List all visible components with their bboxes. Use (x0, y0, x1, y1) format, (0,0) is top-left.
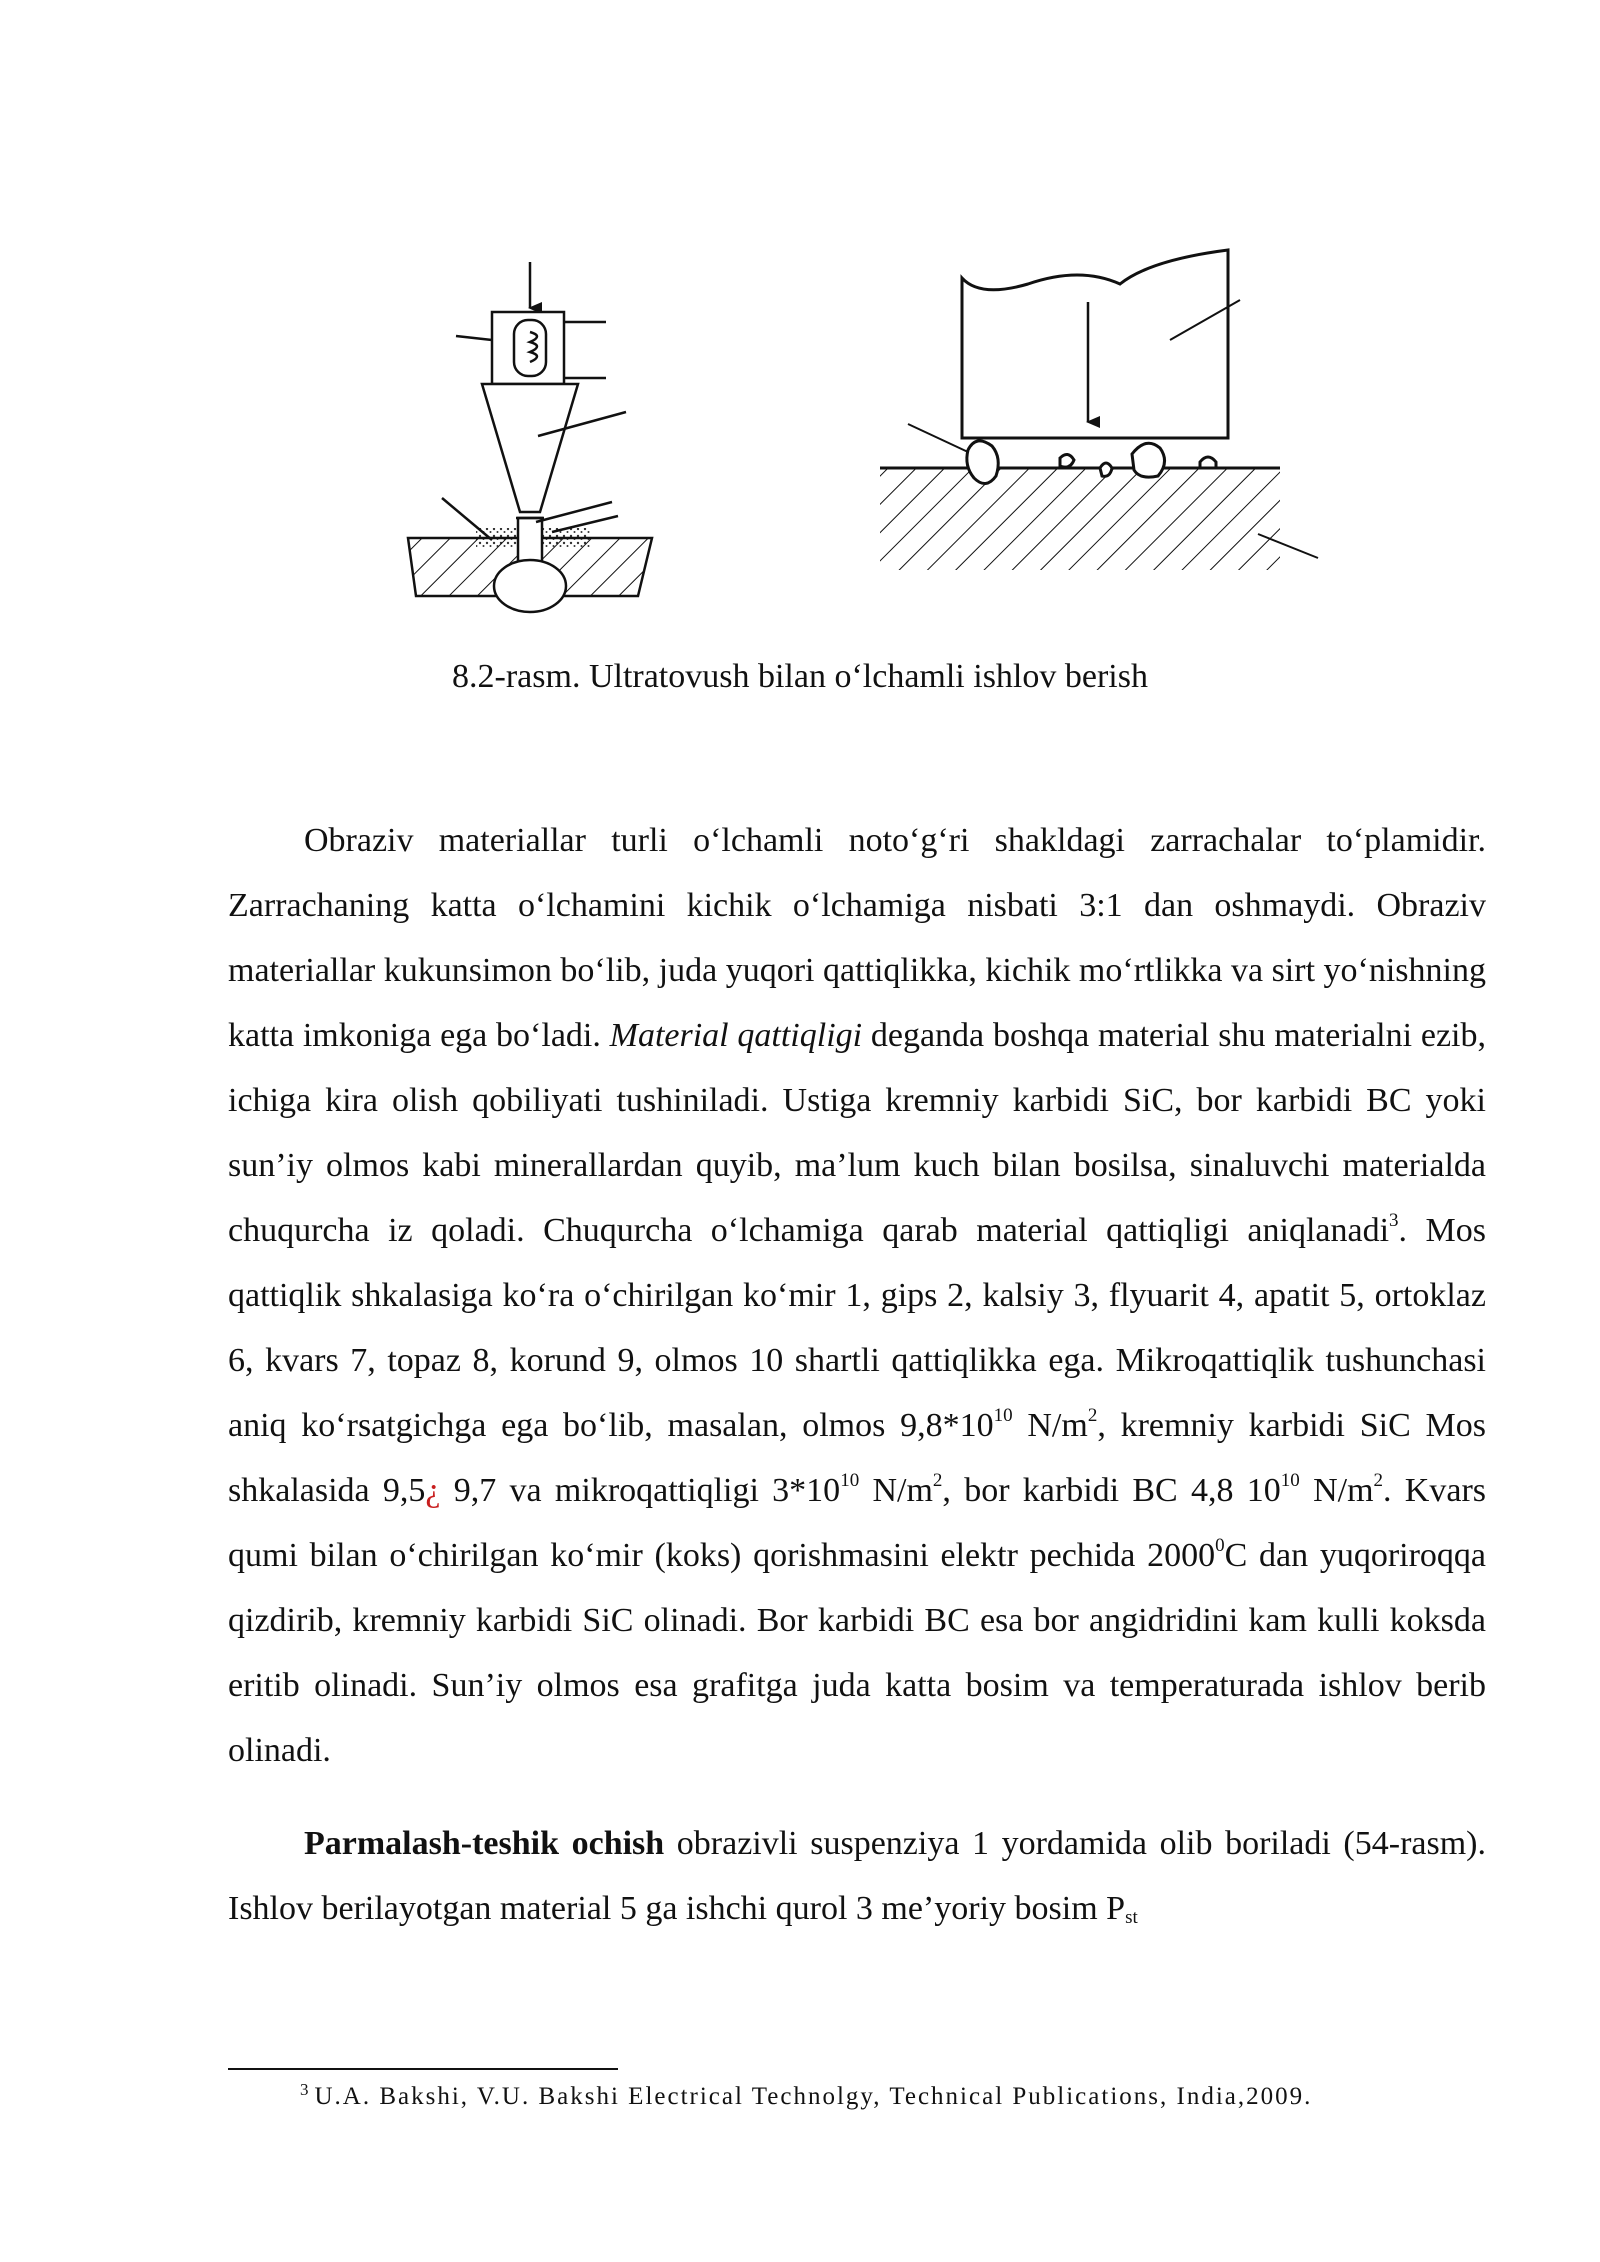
concentrator-horn (482, 384, 578, 512)
degree-superscript: 0 (1215, 1535, 1225, 1556)
exponent: 2 (1087, 1405, 1098, 1426)
paragraph-1-text: , bor karbidi BC 4,8 10 (942, 1472, 1281, 1509)
body-text (228, 808, 1486, 1941)
abrasive-grain-5 (1200, 457, 1216, 468)
exponent: 10 (993, 1405, 1013, 1426)
term-material-hardness: Material qattiqligi (609, 1017, 863, 1054)
tool-section (962, 250, 1228, 438)
exponent: 2 (1373, 1470, 1384, 1491)
paragraph-1-text: Obraziv materiallar turli o‘lchamli noto‘g‘ri shakldagi zarrachalar to‘plamidir. Zarrachaning katta o‘lchamini kichik o‘lchamiga nisbati 3:1 dan oshmaydi. Obraziv materiallar kukunsimon bo‘lib, juda yuqori qattiqlikka, kichik mo‘rtlikka va sirt yo‘nishning katta imkoniga ega bo‘ladi. (228, 822, 1486, 1054)
left-diagram-ultrasonic-tool (408, 262, 652, 612)
paragraph-1-text: N/m (1299, 1472, 1374, 1509)
paragraph-1-text: , kremniy karbidi SiC Mos shkalasida 9,5 (228, 1407, 1487, 1509)
footnote-mark: 3 (300, 2080, 311, 2099)
exponent: 10 (1280, 1470, 1300, 1491)
footnote (300, 2080, 1312, 2114)
ultrasonic-machining-figure (380, 240, 1340, 630)
paragraph-1 (228, 808, 1486, 1783)
term-drilling: Parmalash-teshik ochish (304, 1825, 665, 1862)
footnote-separator (228, 2068, 618, 2070)
subscript: st (1125, 1907, 1138, 1928)
paragraph-2-text: obrazivli suspenziya 1 yordamida olib boriladi (54-rasm). Ishlov berilayotgan material 5 ga ishchi qurol 3 me’yoriy bosim P (228, 1825, 1486, 1927)
paragraph-1-text: N/m (859, 1472, 933, 1509)
paragraph-1-text: . Kvars qumi bilan o‘chirilgan ko‘mir (koks) qorishmasini elektr pechida 2000 (228, 1472, 1487, 1574)
workpiece-surface-hatched (880, 468, 1280, 570)
paragraph-1-text: deganda boshqa material shu materialni ezib, ichiga kira olish qobiliyati tushiniladi. Ustiga kremniy karbidi SiC, bor karbidi BC yoki sun’iy olmos kabi minerallardan quyib, ma’lum kuch bilan bosilsa, sinaluvchi materialda chuqurcha iz qoladi. Chuqurcha o‘lchamiga qarab material qattiqligi aniqlanadi (228, 1017, 1486, 1249)
paragraph-2 (228, 1811, 1486, 1941)
leader-line-suspension (442, 498, 492, 540)
footnote-reference[interactable]: 3 (1389, 1210, 1399, 1231)
figure-caption: 8.2-rasm. Ultratovush bilan o‘lchamli ishlov berish (452, 658, 1148, 695)
paragraph-1-text: 9,7 va mikroqattiqligi 3*10 (440, 1472, 841, 1509)
abrasive-grain-3 (1100, 463, 1112, 476)
unrecognized-character: ¿ (425, 1472, 441, 1509)
leader-line-housing (456, 336, 492, 340)
abrasive-grain-2 (1060, 454, 1074, 467)
abrasive-grain-1 (967, 441, 998, 484)
exponent: 10 (840, 1470, 860, 1491)
detail-circle (494, 560, 566, 612)
paragraph-1-text: . Mos qattiqlik shkalasiga ko‘ra o‘chirilgan ko‘mir 1, gips 2, kalsiy 3, flyuarit 4, apatit 5, ortoklaz 6, kvars 7, topaz 8, korund 9, olmos 10 shartli qattiqlikka ega. Mikroqattiqlik tushunchasi aniq ko‘rsatgichga ega bo‘lib, masalan, olmos 9,8*10 (228, 1212, 1486, 1444)
exponent: 2 (932, 1470, 943, 1491)
leader-line-grain (908, 424, 968, 452)
abrasive-grain-4 (1132, 443, 1165, 477)
right-diagram-contact-detail (880, 250, 1318, 570)
paragraph-1-text: C dan yuqoriroqqa qizdirib, kremniy karbidi SiC olinadi. Bor karbidi BC esa bor angidridini kam kulli koksda eritib olinadi. Sun’iy olmos esa grafitga juda katta bosim va temperaturada ishlov berib olinadi. (228, 1537, 1487, 1769)
footnote-text: U.A. Bakshi, V.U. Bakshi Electrical Technolgy, Technical Publications, India,2009. (314, 2083, 1313, 2110)
transducer-housing (492, 312, 564, 384)
paragraph-1-text: N/m (1012, 1407, 1088, 1444)
